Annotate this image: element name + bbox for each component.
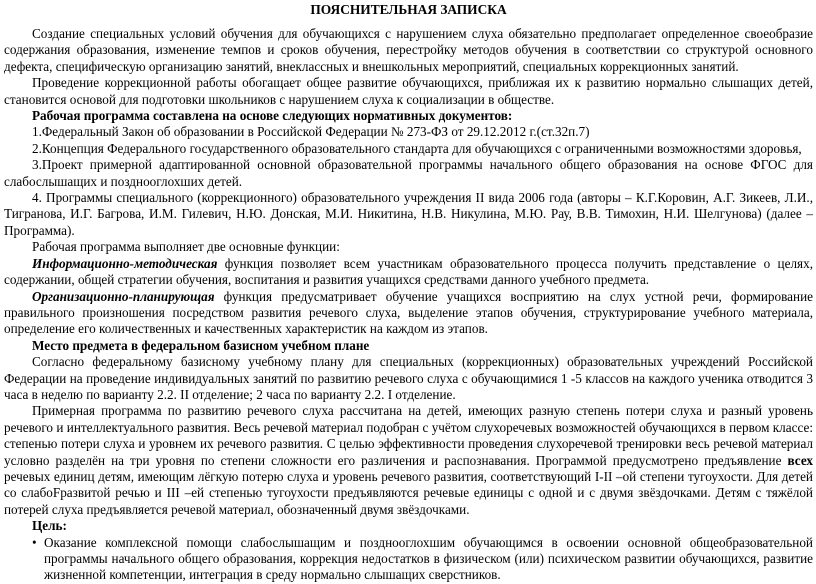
- paragraph-function-organizational: [4, 289, 813, 338]
- paragraph-functions-intro: Рабочая программа выполняет две основные функции:: [32, 239, 340, 255]
- list-item-concept: 2.Концепция Федерального государственного образовательного стандарта для обучающихся с ограниченными возможностями здоровья,: [32, 140, 802, 156]
- program-text-emphasis: всех: [787, 452, 813, 468]
- paragraph-curriculum: Согласно федеральному базисному учебному плану для специальных (коррекционных) образовательных учреждений Российской Федерации на проведение индивидуальных занятий по развитию речевого слуха с обучающимися 1 -5 классов на каждого ученика отводится 3 часа в неделю по варианту 2.2. II отделение; 2 часа по варианту 2.2. I отделение.: [4, 354, 813, 402]
- program-text-part2: речевых единиц детям, имеющим лёгкую потерю слуха и уровень речевого развития, соответствующий I-II –ой степени тугоухости. Для детей со слабоFразвитой речью и III –ей степенью тугоухости предъявляются речевые единицы с одной и с двумя звёздочками. Детям с тяжёлой потерей слуха предъявляется речевой материал, обозначенный двумя звёздочками.: [4, 468, 813, 517]
- document-title: ПОЯСНИТЕЛЬНАЯ ЗАПИСКА: [310, 2, 507, 17]
- program-text-part1: Примерная программа по развитию речевого слуха рассчитана на детей, имеющих разную степень потери слуха и разный уровень речевого и интеллектуального развития. Весь речевой материал подобран с учётом слухоречевых возможностей обучающихся в первом классе: степенью потери слуха и уровнем их речевого развития. С целью эффективности проведения слухоречевой тренировки весь речевой материал условно разделён на три уровня по степени сложности его различения и распознавания. Программой предусмотрено предъявление: [4, 403, 813, 468]
- heading-normative-documents: Рабочая программа составлена на основе следующих нормативных документов:: [32, 108, 513, 124]
- function-text-informational: функция позволяет всем участникам образовательного процесса получить представление о целях, содержании, общей стратегии обучения, воспитания и развития учащихся средствами данного учебного предмета.: [4, 255, 813, 288]
- list-item-project: 3.Проект примерной адаптированной основной образовательной программы начального общего образования на основе ФГОС для слабослышащих и позднооглохших детей.: [4, 157, 813, 189]
- document-page: [0, 2, 816, 583]
- paragraph-intro: Создание специальных условий обучения для обучающихся с нарушением слуха обязательно предполагает определенное своеобразие содержания образования, изменение темпов и сроков обучения, перестройку методов обучения в соответствии со структурой основного дефекта, специфическую организацию занятий, внеклассных и внешкольных мероприятий, специальных коррекционных занятий.: [4, 26, 813, 74]
- heading-goal: Цель:: [32, 518, 67, 534]
- paragraph-program-details: [4, 403, 813, 518]
- function-term-organizational: Организационно-планирующая: [32, 288, 215, 304]
- paragraph-function-informational: [4, 256, 813, 289]
- heading-subject-place: Место предмета в федеральном базисном учебном плане: [32, 337, 370, 353]
- paragraph-correction: Проведение коррекционной работы обогащает общее развитие обучающихся, приближая их к развитию нормально слышащих детей, становится основой для подготовки школьников с нарушением слуха к социализации в обществе.: [4, 75, 813, 107]
- list-item-law: 1.Федеральный Закон об образовании в Российской Федерации № 273-ФЗ от 29.12.2012 г.(ст.32п.7): [32, 124, 590, 140]
- goal-list-item: [4, 535, 813, 584]
- function-text-organizational: функция предусматривает обучение учащихся восприятию на слух устной речи, формирование правильного произношения посредством развития речевого слуха, выделение этапов обучения, структурирование учебного материала, определение его количественных и качественных характеристик на каждом из этапов.: [4, 288, 813, 337]
- goal-text: Оказание комплексной помощи слабослышащим и позднооглохшим обучающимся в освоении основной общеобразовательной программы начального общего образования, коррекция недостатков в физическом (или) психическом развитии обучающихся, развитие жизненной компетенции, интеграция в среду нормально слышащих сверстников.: [44, 534, 813, 583]
- bullet-icon: •: [32, 534, 37, 550]
- function-term-informational: Информационно-методическая: [32, 255, 218, 271]
- list-item-programs: 4. Программы специального (коррекционного) образовательного учреждения II вида 2006 года (авторы – К.Г.Коровин, А.Г. Зикеев, Л.И., Тигранова, И.Г. Багрова, И.М. Гилевич, Н.Ю. Донская, М.И. Никитина, Н.В. Никулина, М.Ю. Рау, В.В. Тимохин, Н.И. Шелгунова) (далее – Программа).: [4, 190, 813, 238]
